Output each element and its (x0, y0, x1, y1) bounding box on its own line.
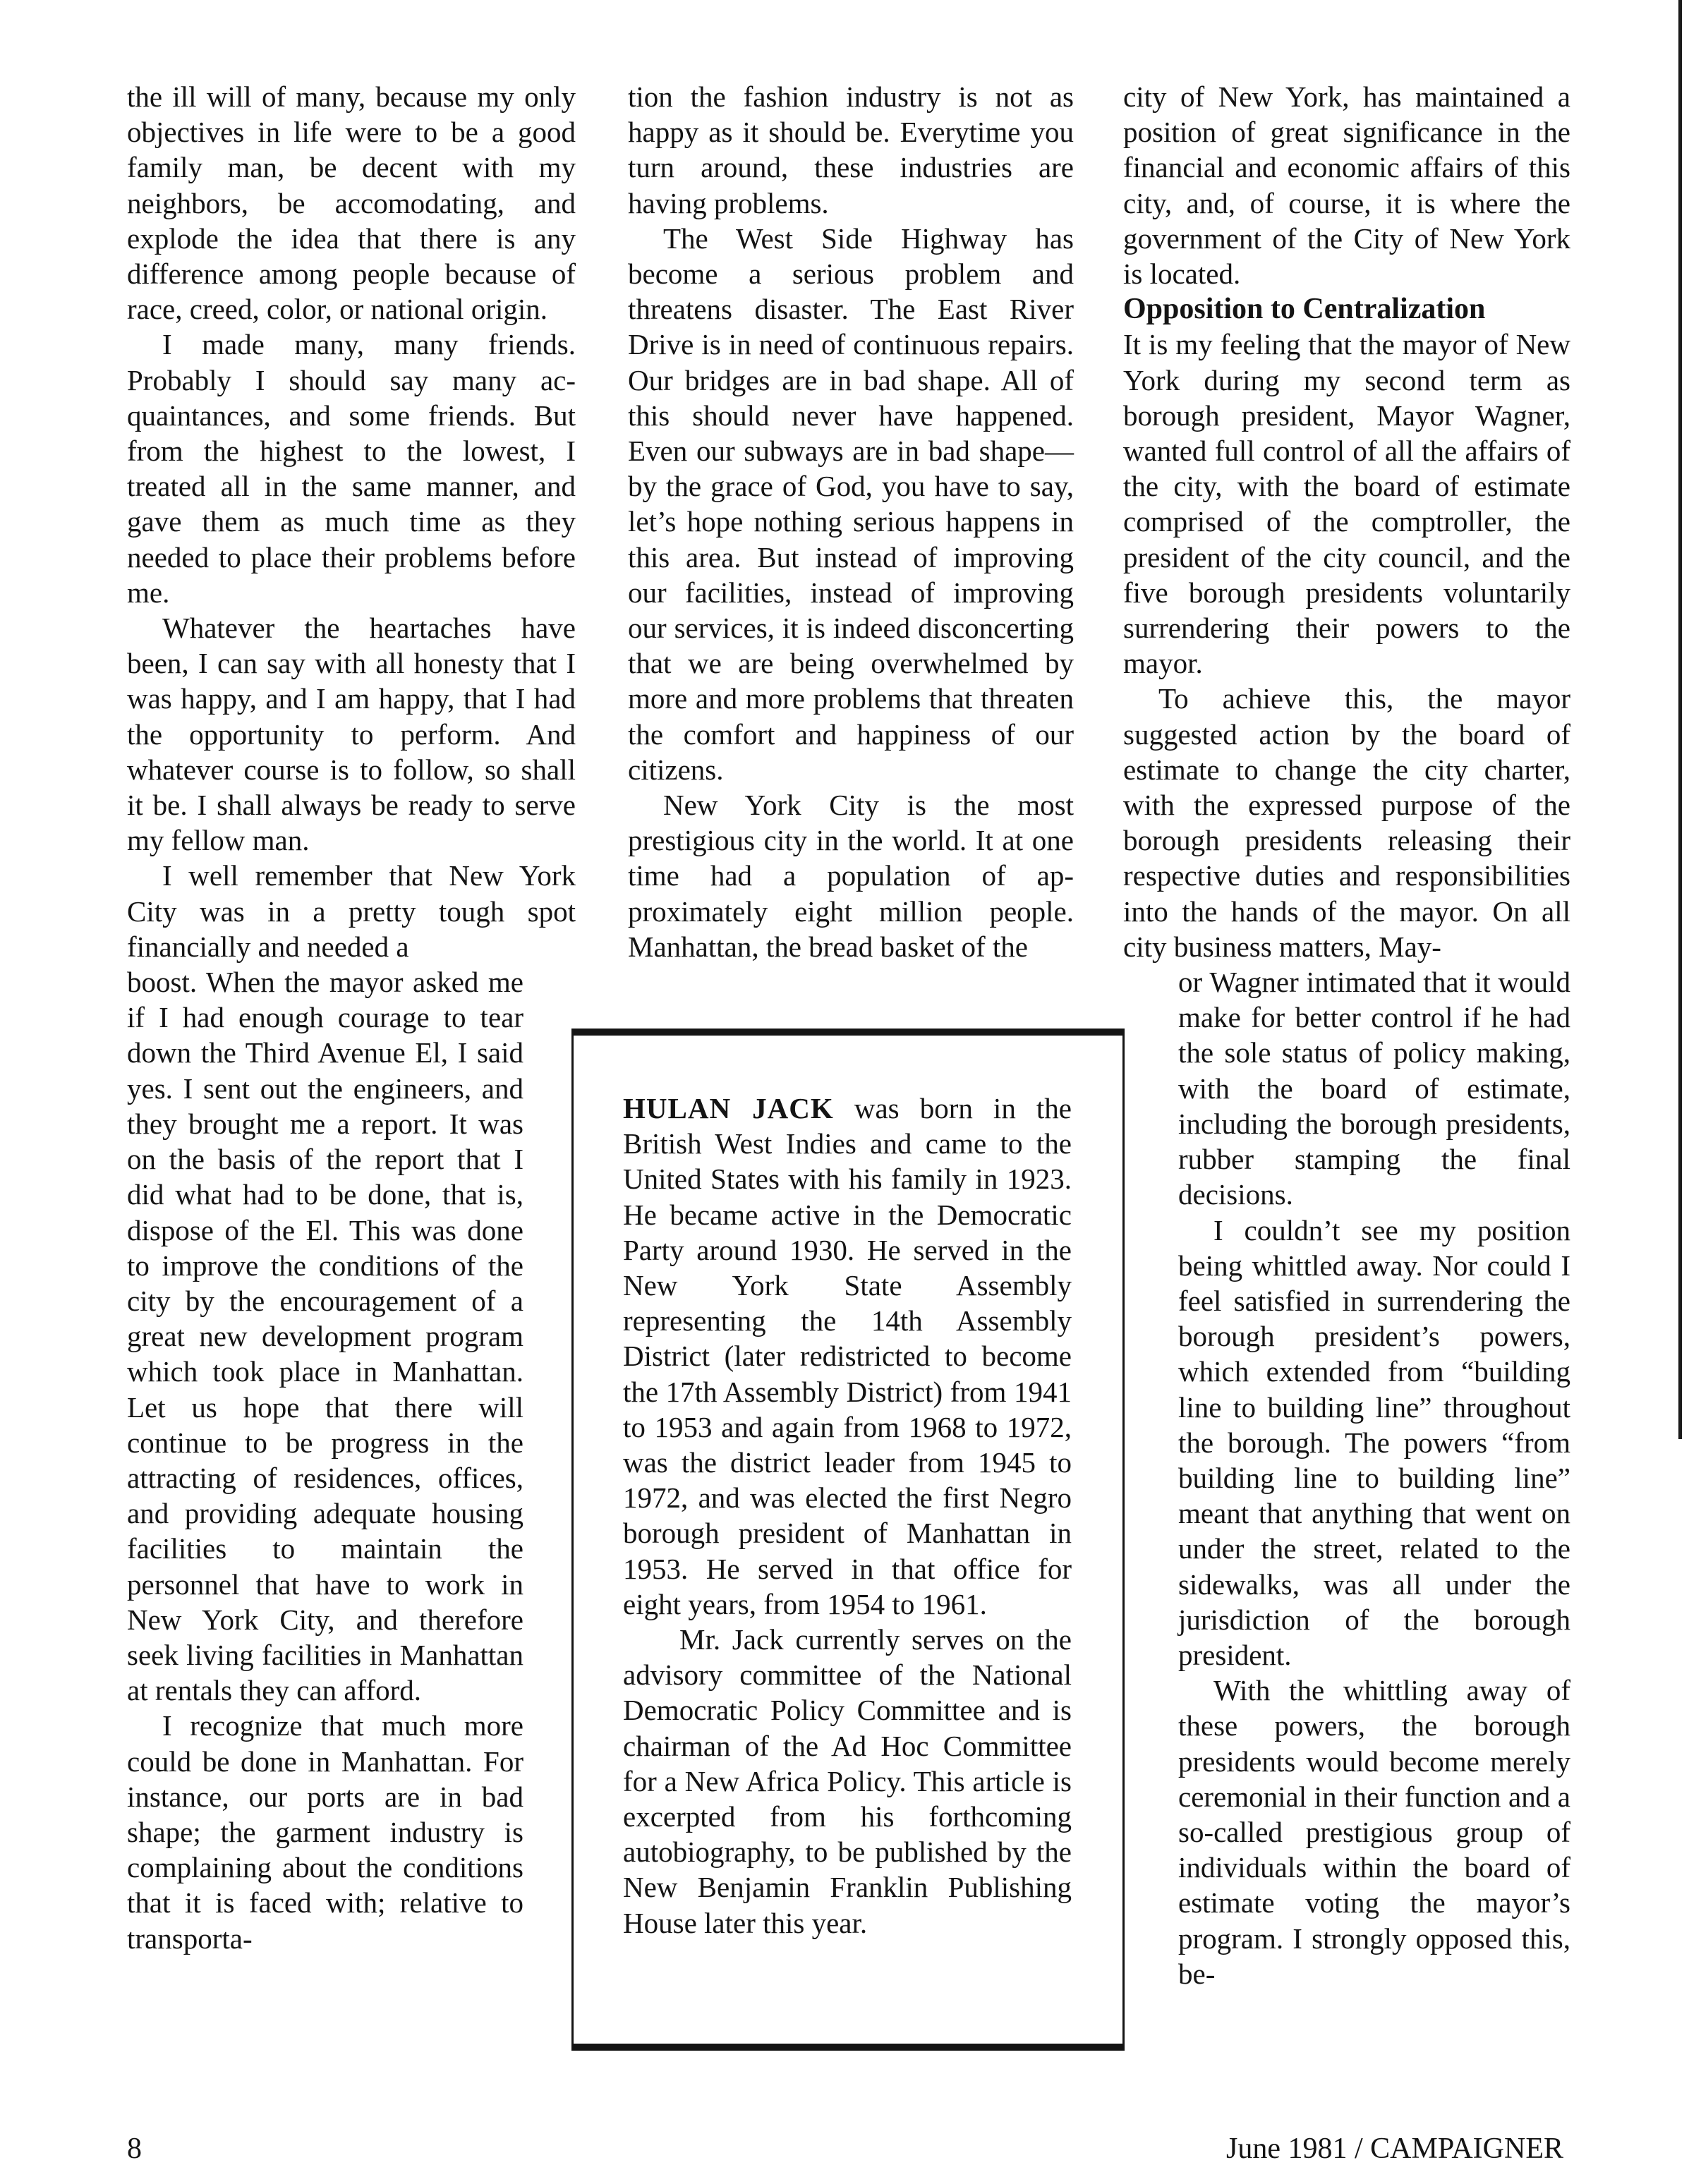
paragraph: I recognize that much more could be done in Manhattan. For instance, our ports are in bad shape; the garment industry is complaining about the conditions that it is faced with; relative to transporta- (127, 1709, 523, 1955)
bio-text-run: was born in the British West Indies and came to the United States with his family in 1923. He became active in the Democratic Party around 1930. He served in the New York State Assembly representing the 14th Assembly District (later redistricted to become the 17th Assembly District) from 1941 to 1953 and again from 1968 to 1972, was the district leader from 1945 to 1972, and was elected the first Negro borough president of Manhattan in 1953. He served in that office for eight years, from 1954 to 1961. (623, 1092, 1072, 1620)
paragraph: city of New York, has maintained a position of great significance in the financial and economic affairs of this city, and, of course, it is where the government of the City of New York is located. (1123, 80, 1570, 291)
paragraph: I made many, many friends. Probably I should say many acquaintances, and some friends. But from the highest to the lowest, I treated all in the same manner, and gave them as much time as they needed to place their problems before me. (127, 328, 576, 609)
paragraph: It is my feeling that the mayor of New York during my second term as borough president, Mayor Wagner, wanted full control of all the affairs of the city, with the board of estimate comprised of the comptroller, the president of the city council, and the five borough presidents voluntarily surrendering their powers to the mayor. (1123, 328, 1570, 680)
author-bio-box (571, 1029, 1125, 2051)
author-bio-text (623, 1091, 1072, 1941)
paragraph: the ill will of many, because my only objectives in life were to be a good family man, be decent with my neighbors, be accomodating, and explode the idea that there is any difference among people because of race, creed, color, or national origin. (127, 80, 576, 326)
paragraph: New York City is the most prestigious city in the world. It at one time had a population of approximately eight million people. Manhattan, the bread basket of the (628, 789, 1074, 963)
paragraph: tion the fashion industry is not as happy as it should be. Everytime you turn around, these industries are having problems. (628, 80, 1074, 219)
paragraph: I well remember that New York City was in a pretty tough spot financially and needed a (127, 859, 576, 963)
paragraph: The West Side Highway has become a serious problem and threatens disaster. The East River Drive is in need of continuous repairs. Our bridges are in bad shape. All of this should never have happened. Even our subways are in bad shape—by the grace of God, you have to say, let’s hope nothing serious happens in this area. But instead of improving our facilities, instead of improving our services, it is indeed disconcerting that we are being overwhelmed by more and more problems that threaten the comfort and happiness of our citizens. (628, 222, 1074, 786)
paragraph: With the whittling away of these powers, the borough presidents would become merely ceremonial in their function and a so-called prestigious group of individuals within the board of estimate voting the mayor’s program. I strongly opposed this, be- (1178, 1674, 1570, 1990)
paragraph: Whatever the heartaches have been, I can say with all honesty that I was happy, and I am happy, that I had the opportunity to perform. And whatever course is to follow, so shall it be. I shall always be ready to serve my fellow man. (127, 612, 576, 857)
bio-paragraph (623, 1091, 1072, 1622)
paragraph-wrapped: boost. When the mayor asked me if I had enough courage to tear down the Third Avenue El, I said yes. I sent out the engineers, and they brought me a report. It was on the basis of the report that I did what had to be done, that is, dispose of the El. This was done to improve the conditions of the city by the encouragement of a great new development program which took place in Manhattan. Let us hope that there will continue to be progress in the attracting of residences, offices, and providing adequate housing facilities to maintain the personnel that have to work in New York City, and therefore seek living facilities in Manhattan at rentals they can afford. (127, 966, 523, 1707)
page-number: 8 (127, 2133, 142, 2165)
article-column-left (127, 79, 576, 1956)
running-footer: June 1981 / CAMPAIGNER (1226, 2133, 1563, 2165)
paragraph: To achieve this, the mayor suggested action by the board of estimate to change the city charter, with the expressed purpose of the borough presidents releasing their respective duties and responsibilities into the hands of the mayor. On all city business matters, May- (1123, 682, 1570, 963)
paragraph: I couldn’t see my position being whittled away. Nor could I feel satisfied in surrendering the borough president’s powers, which extended from “building line to building line” throughout the borough. The powers “from building line to building line” meant that anything that went on under the street, related to the sidewalks, was all under the jurisdiction of the borough president. (1178, 1213, 1570, 1671)
bio-paragraph: Mr. Jack currently serves on the advisory committee of the National Democratic Policy Committee and is chairman of the Ad Hoc Committee for a New Africa Policy. This article is excerpted from his forthcoming autobiography, to be published by the New Benjamin Franklin Publishing House later this year. (623, 1623, 1072, 1939)
article-column-middle (628, 79, 1074, 964)
page-edge-line (1678, 0, 1682, 1439)
paragraph-wrapped: or Wagner intimated that it would make for better control if he had the sole status of policy making, with the board of estimate, including the borough presidents, rubber stamping the final decisions. (1178, 966, 1570, 1211)
author-name: HULAN JACK (623, 1092, 834, 1124)
article-column-right (1123, 79, 1570, 1991)
section-heading: Opposition to Centralization (1123, 293, 1486, 326)
